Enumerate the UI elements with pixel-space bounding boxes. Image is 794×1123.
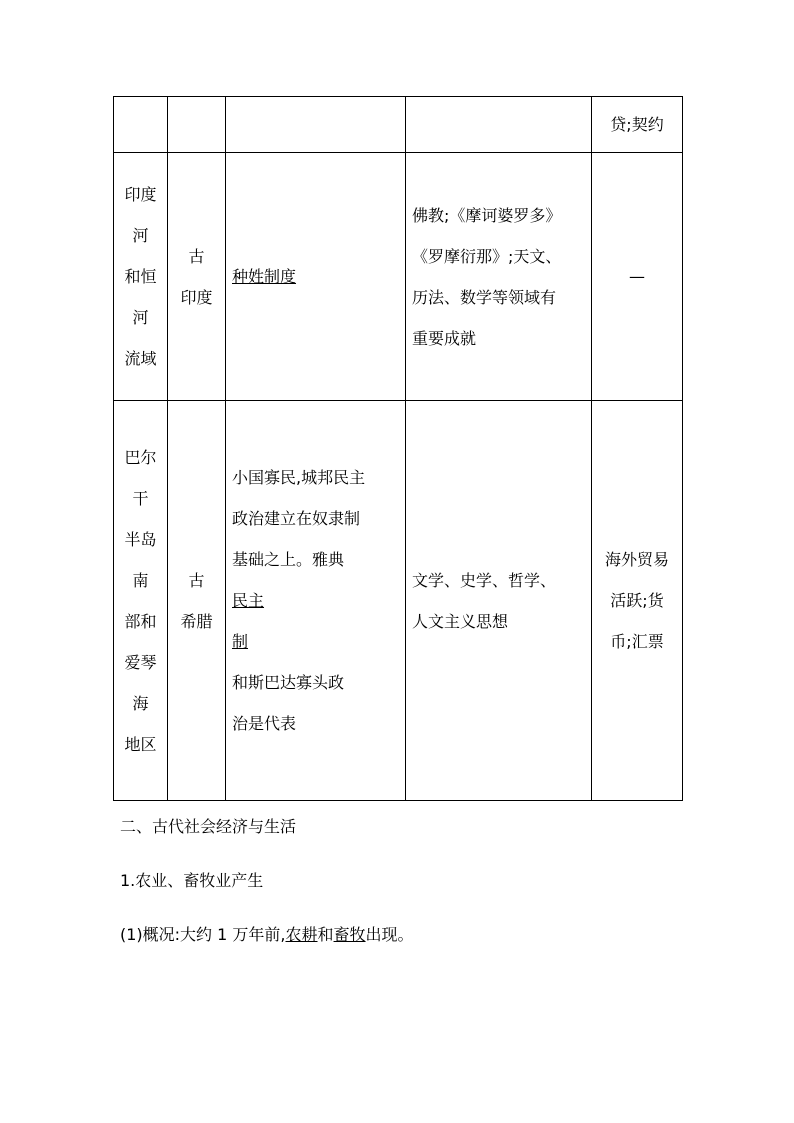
cell-economy: 海外贸易 活跃;货 币;汇票 [592,401,683,801]
cell-culture: 佛教;《摩诃婆罗多》 《罗摩衍那》;天文、 历法、数学等领域有 重要成就 [406,153,592,401]
cell-civilization: 古 印度 [168,153,226,401]
cell-culture: 文学、史学、哲学、 人文主义思想 [406,401,592,801]
table-row [114,153,683,401]
cell-culture [406,97,592,153]
cell-economy: 贷;契约 [592,97,683,153]
underlined-term: 民主 [232,591,265,610]
underlined-term: 农耕 [285,925,318,944]
cell-region [114,97,168,153]
subsection-heading: 1.农业、畜牧业产生 [120,871,264,890]
table-row [114,97,683,153]
cell-region: 巴尔 干 半岛 南 部和 爱琴 海 地区 [114,401,168,801]
underlined-term: 种姓制度 [232,267,297,286]
cell-region: 印度 河 和恒 河 流域 [114,153,168,401]
section-heading: 二、古代社会经济与生活 [120,817,297,836]
cell-economy: — [592,153,683,401]
cell-civilization [168,97,226,153]
underlined-term: 制 [232,632,249,651]
cell-politics [226,97,406,153]
cell-civilization: 古 希腊 [168,401,226,801]
history-table [113,96,683,801]
paragraph: (1)概况:大约 1 万年前,农耕和畜牧出现。 [120,925,414,944]
table-row [114,401,683,801]
underlined-term: 畜牧 [333,925,366,944]
cell-politics [226,153,406,401]
cell-politics: 小国寡民,城邦民主 政治建立在奴隶制 基础之上。雅典 民主 制 和斯巴达寡头政 治是代表 [226,401,406,801]
